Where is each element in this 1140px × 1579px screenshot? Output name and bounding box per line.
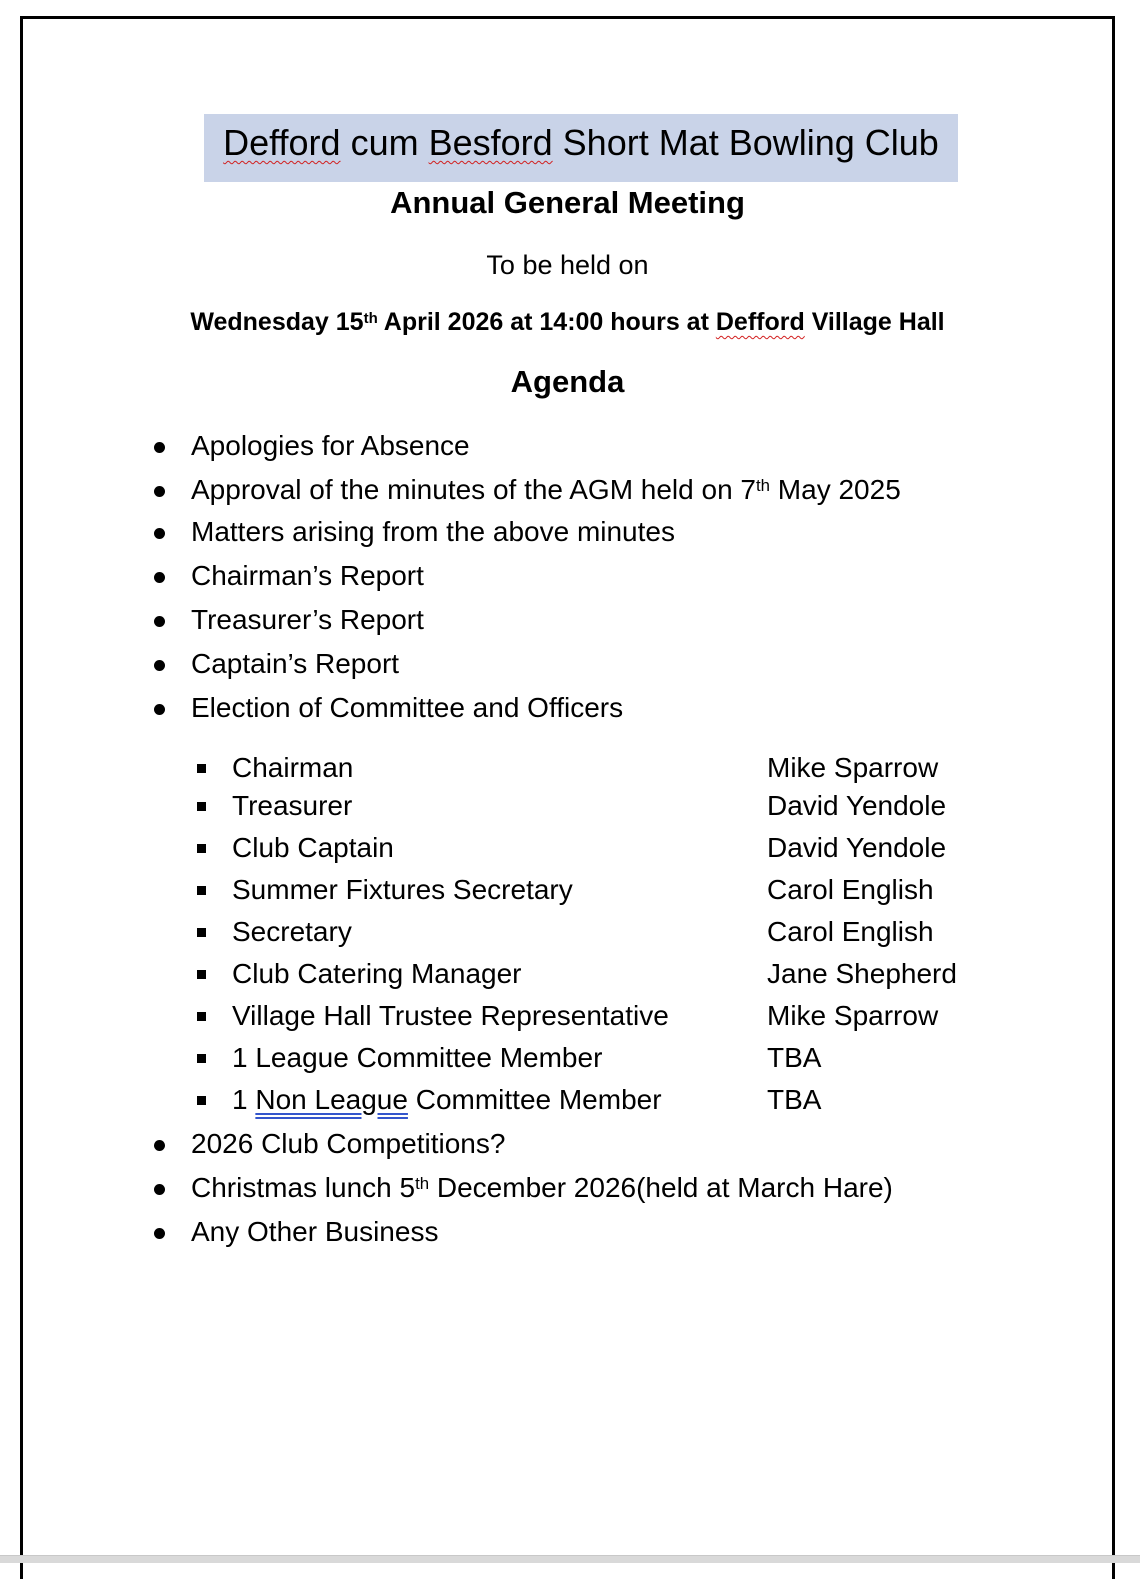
- officer-row: 1 Non League Committee Member TBA: [197, 1080, 997, 1120]
- officer-row: Secretary Carol English: [197, 912, 997, 952]
- square-bullet-icon: [197, 764, 206, 773]
- square-bullet-icon: [197, 1012, 206, 1021]
- officer-row: Village Hall Trustee Representative Mike Sparrow: [197, 996, 997, 1036]
- date-place-word: Defford: [715, 308, 805, 336]
- document-page: Defford cum Besford Short Mat Bowling Club Annual General Meeting To be held on Wednesday 15th April 2026 at 14:00 hours at Defford Village Hall Agenda Apologies for Absence Approval of the minutes of the AGM held on 7th May 2025 Matters arising from the above minutes Chairman’s Report Treasurer’s Report Captain’s Report Election of Committee and Officers Chairman Mike Sparrow Treasurer David Yendole Club Captain David Yendole Summer Fixtures Secretary Carol English Secretary Carol English Club Catering Manager Jane Shepherd Village Hall Trustee Representative Mike Sparrow 1 League Committee Member TBA 1 Non League Committee Member TBA 2026 Club Competitions? Christmas lunch 5th December 2026(held at March Hare) Any Other Business: [20, 16, 1115, 1579]
- to-be-held-line: To be held on: [486, 250, 649, 280]
- officer-row: Club Captain David Yendole: [197, 828, 997, 868]
- bullet-icon: [154, 704, 165, 715]
- bullet-icon: [154, 660, 165, 671]
- title-word-defford: Defford: [223, 122, 341, 163]
- square-bullet-icon: [197, 886, 206, 895]
- meeting-date-line: Wednesday 15th April 2026 at 14:00 hours at Defford Village Hall: [190, 308, 945, 336]
- title-word-besford: Besford: [428, 122, 553, 163]
- meeting-subtitle: Annual General Meeting: [390, 185, 745, 220]
- officer-row: 1 League Committee Member TBA: [197, 1038, 997, 1078]
- officer-row: Treasurer David Yendole: [197, 786, 997, 826]
- bullet-icon: [154, 616, 165, 627]
- bullet-icon: [154, 1228, 165, 1239]
- non-league-word: Non League: [255, 1084, 408, 1115]
- square-bullet-icon: [197, 1054, 206, 1063]
- square-bullet-icon: [197, 1096, 206, 1105]
- bullet-icon: [154, 486, 165, 497]
- agenda-heading: Agenda: [510, 364, 625, 399]
- document-title: Defford cum Besford Short Mat Bowling Club: [223, 122, 939, 163]
- square-bullet-icon: [197, 802, 206, 811]
- bullet-icon: [154, 1140, 165, 1151]
- bullet-icon: [154, 442, 165, 453]
- title-highlight[interactable]: [204, 114, 958, 182]
- officer-row: Chairman Mike Sparrow: [197, 748, 997, 788]
- square-bullet-icon: [197, 844, 206, 853]
- square-bullet-icon: [197, 928, 206, 937]
- officer-row: Summer Fixtures Secretary Carol English: [197, 870, 997, 910]
- square-bullet-icon: [197, 970, 206, 979]
- bullet-icon: [154, 528, 165, 539]
- bullet-icon: [154, 1184, 165, 1195]
- officer-row: Club Catering Manager Jane Shepherd: [197, 954, 997, 994]
- bullet-icon: [154, 572, 165, 583]
